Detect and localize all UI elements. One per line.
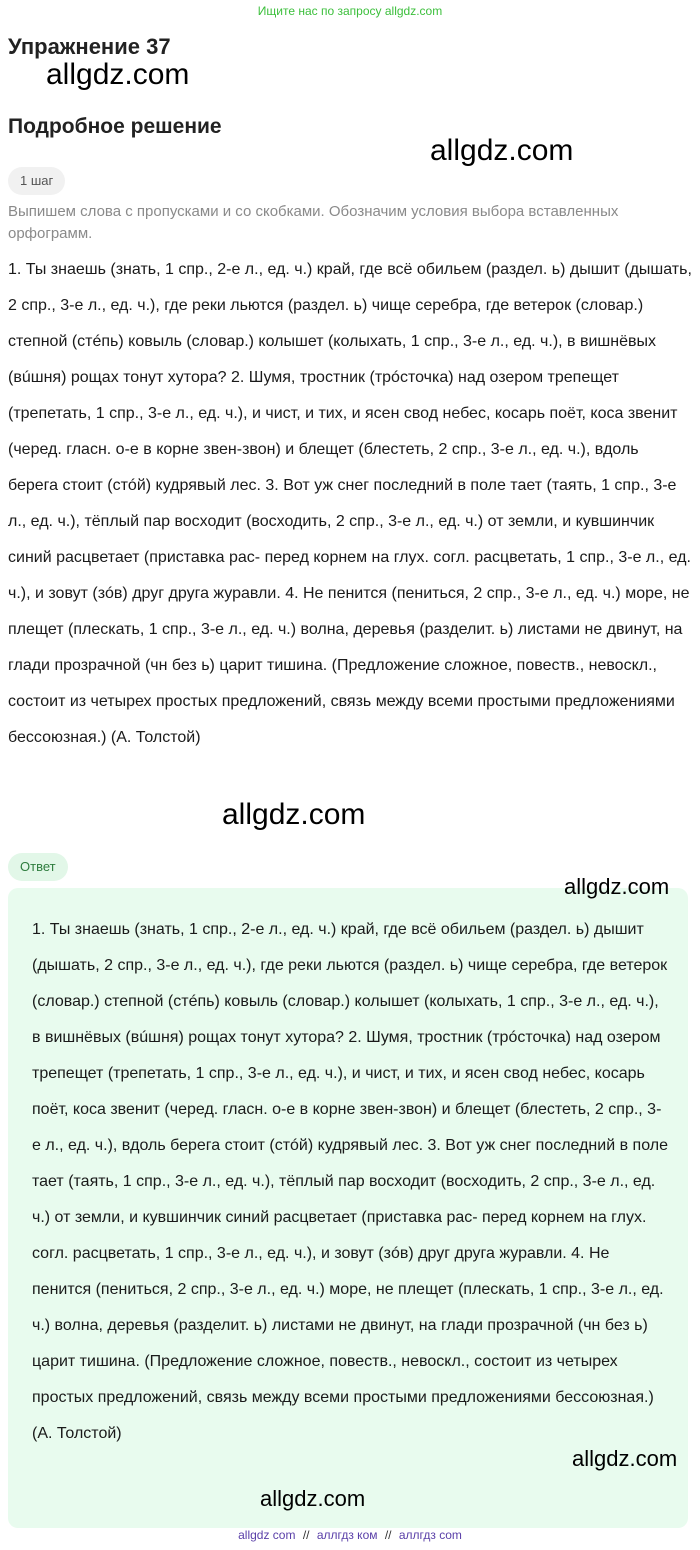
section-title: Подробное решение <box>8 115 222 138</box>
watermark: allgdz.com <box>222 798 366 831</box>
answer-badge: Ответ <box>8 853 68 881</box>
solution-text: 1. Ты знаешь (знать, 1 спр., 2-е л., ед. ч.) край, где всё обильем (раздел. ь) дышит (дышать, 2 спр., 3-е л., ед. ч.), где реки льются (раздел. ь) чище серебра, где ветерок (словар.) степной (стéпь) ковыль (словар.) колышет (колыхать, 1 спр., 3-е л., ед. ч.), в вишнёвых (вúшня) рощах тонут хутора? 2. Шумя, тростник (трóсточка) над озером трепещет (трепетать, 1 спр., 3-е л., ед. ч.), и чист, и тих, и ясен свод небес, косарь поёт, коса звенит (черед. гласн. о-е в корне звен-звон) и блещет (блестеть, 2 спр., 3-е л., ед. ч.), вдоль берега стоит (стóй) кудрявый лес. 3. Вот уж снег последний в поле тает (таять, 1 спр., 3-е л., ед. ч.), тёплый пар восходит (восходить, 2 спр., 3-е л., ед. ч.) от земли, и кувшинчик синий расцветает (приставка рас- перед корнем на глух. согл. расцветать, 1 спр., 3-е л., ед. ч.), и зовут (зóв) друг друга журавли. 4. Не пенится (пениться, 2 спр., 3-е л., ед. ч.) море, не плещет (плескать, 1 спр., 3-е л., ед. ч.) волна, деревья (разделит. ь) листами не двинут, на глади прозрачной (чн без ь) царит тишина. (Предложение сложное, повеств., невоскл., состоит из четырех простых предложений, связь между всеми простыми предложениями бессоюзная.) (А. Толстой) <box>8 261 692 746</box>
watermark: allgdz.com <box>430 134 574 167</box>
footer-link[interactable]: аллгдз ком <box>316 1528 378 1542</box>
footer-link[interactable]: аллгдз com <box>398 1528 462 1542</box>
solution-intro: Выпишем слова с пропусками и со скобками. Обозначим условия выбора вставленных орфограмм. <box>8 203 619 242</box>
answer-text: 1. Ты знаешь (знать, 1 спр., 2-е л., ед. ч.) край, где всё обильем (раздел. ь) дышит (дышать, 2 спр., 3-е л., ед. ч.), где реки льются (раздел. ь) чище серебра, где ветерок (словар.) степной (стéпь) ковыль (словар.) колышет (колыхать, 1 спр., 3-е л., ед. ч.), в вишнёвых (вúшня) рощах тонут хутора? 2. Шумя, тростник (трóсточка) над озером трепещет (трепетать, 1 спр., 3-е л., ед. ч.), и чист, и тих, и ясен свод небес, косарь поёт, коса звенит (черед. гласн. о-е в корне звен-звон) и блещет (блестеть, 2 спр., 3-е л., ед. ч.), вдоль берега стоит (стóй) кудрявый лес. 3. Вот уж снег последний в поле тает (таять, 1 спр., 3-е л., ед. ч.), тёплый пар восходит (восходить, 2 спр., 3-е л., ед. ч.) от земли, и кувшинчик синий расцветает (приставка рас- перед корнем на глух. согл. расцветать, 1 спр., 3-е л., ед. ч.), и зовут (зóв) друг друга журавли. 4. Не пенится (пениться, 2 спр., 3-е л., ед. ч.) море, не плещет (плескать, 1 спр., 3-е л., ед. ч.) волна, деревья (разделит. ь) листами не двинут, на глади прозрачной (чн без ь) царит тишина. (Предложение сложное, повеств., невоскл., состоит из четырех простых предложений, связь между всеми простыми предложениями бессоюзная.) (А. Толстой) <box>32 921 668 1442</box>
footer-separator: // <box>302 1528 310 1542</box>
answer-box <box>8 888 688 1528</box>
watermark: allgdz.com <box>260 1486 366 1511</box>
step-badge: 1 шаг <box>8 167 65 195</box>
watermark: allgdz.com <box>564 874 670 899</box>
exercise-title: Упражнение 37 <box>8 34 171 59</box>
top-search-hint: Ищите нас по запросу allgdz.com <box>257 4 443 18</box>
watermark: allgdz.com <box>572 1446 678 1471</box>
watermark: allgdz.com <box>46 58 190 91</box>
footer-link[interactable]: allgdz com <box>238 1528 296 1542</box>
footer-separator: // <box>384 1528 392 1542</box>
footer-links <box>0 1528 700 1542</box>
